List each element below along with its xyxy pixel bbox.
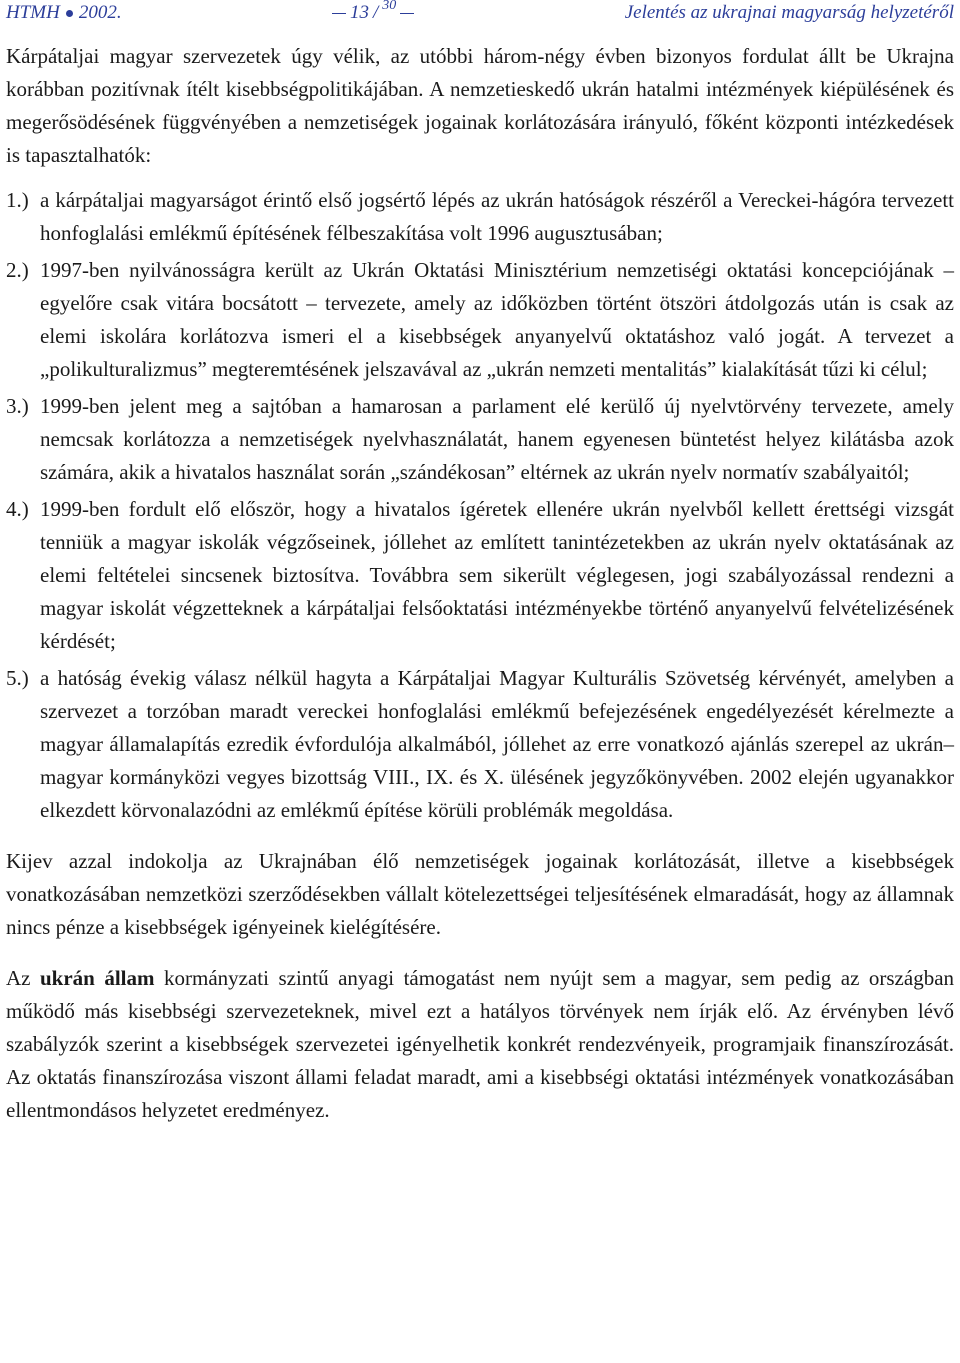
header-source-name: HTMH xyxy=(6,2,60,23)
list-item-text: a kárpátaljai magyarságot érintő első jogsértő lépés az ukrán hatóságok részéről a Vereckei-hágóra tervezett honfoglalási emlékmű építésének félbeszakítása volt 1996 augusztusában; xyxy=(40,188,954,245)
state-paragraph xyxy=(6,962,954,1127)
state-paragraph-lead: Az xyxy=(6,966,31,990)
running-header xyxy=(6,2,954,30)
list-item-text: 1997-ben nyilvánosságra került az Ukrán Oktatási Minisztérium nemzetiségi oktatási koncepciójának – egyelőre csak vitára bocsátott – tervezete, amely az időközben történt ötszöri átdolgozás után is csak az elemi iskolára korlátozva ismeri el a kisebbségek anyanyelvű oktatáshoz való jogát. A tervezet a „polikulturalizmus” megteremtésének jelszavával az „ukrán nemzeti mentalitás” kialakítását tűzi ki célul; xyxy=(40,258,954,381)
list-item-text: 1999-ben fordult elő először, hogy a hivatalos ígéretek ellenére ukrán nyelvből kellett érettségi vizsgát tenniük a magyar iskolák végzőseinek, jóllehet az említett tanintézetekben az ukrán nyelv oktatásának az elemi feltételei sincsenek biztosítva. Továbbra sem sikerült véglegesen, jogi szabályozással rendezni a magyar iskolát végzetteknek a kárpátaljai felsőoktatási intézményekbe történő anyanyelvű felvételizésének kérdését; xyxy=(40,497,954,653)
page-number xyxy=(332,2,414,24)
list-item xyxy=(6,662,954,827)
state-paragraph-rest: kormányzati szintű anyagi támogatást nem nyújt sem a magyar, sem pedig az országban működő más kisebbségi szervezeteknek, mivel ezt a hatályos törvények nem írják elő. Az érvényben lévő szabályzók szerint a kisebbségek szervezetei igényelhetik konkrét rendezvényeik, programjaik finanszírozását. Az oktatás finanszírozása viszont állami feladat maradt, ami a kisebbségi oktatási intézmények vonatkozásában ellentmondásos helyzetet eredményez. xyxy=(6,966,955,1122)
page-number-rule-left xyxy=(332,2,346,14)
header-year: 2002. xyxy=(78,2,122,23)
list-item-number: 5.) xyxy=(6,666,29,690)
bullet-icon xyxy=(66,10,73,17)
page-current: 13 xyxy=(350,2,370,23)
list-item-number: 3.) xyxy=(6,394,29,418)
page-separator: / xyxy=(373,2,379,23)
measures-list xyxy=(6,184,954,827)
list-item-number: 1.) xyxy=(6,188,29,212)
page-total: 30 xyxy=(382,0,397,13)
list-item-number: 2.) xyxy=(6,258,29,282)
header-report-title: Jelentés az ukrajnai magyarság helyzetéről xyxy=(624,2,954,23)
list-item-text: 1999-ben jelent meg a sajtóban a hamarosan a parlament elé kerülő új nyelvtörvény tervezete, amely nemcsak korlátozza a nemzetiségek nyelvhasználatát, hanem egyenesen büntetést helyez kilátásba azok számára, akik a hivatalos használat során „szándékosan” eltérnek az ukrán nyelv normatív szabályaitól; xyxy=(40,394,954,484)
list-item-text: a hatóság évekig válasz nélkül hagyta a Kárpátaljai Magyar Kulturális Szövetség kérvényét, amelyben a szervezet a torzóban maradt vereckei honfoglalási emlékmű befejezésének engedélyezését kérelmezte a magyar államalapítás ezredik évfordulója alkalmából, jóllehet az erre vonatkozó ajánlás szerepel az ukrán–magyar kormányközi vegyes bizottság VIII., IX. és X. ülésének jegyzőkönyvében. 2002 elején ugyanakkor elkezdett körvonalazódni az emlékmű építése körüli problémák megoldása. xyxy=(40,666,954,822)
state-paragraph-emphasis: ukrán állam xyxy=(40,966,155,990)
list-item-number: 4.) xyxy=(6,497,29,521)
list-item xyxy=(6,254,954,386)
kijev-paragraph: Kijev azzal indokolja az Ukrajnában élő nemzetiségek jogainak korlátozását, illetve a kisebbségek vonatkozásában nemzetközi szerződésekben vállalt kötelezettségei teljesítésének elmaradását, hogy az államnak nincs pénze a kisebbségek igényeinek kielégítésére. xyxy=(6,849,954,939)
list-item xyxy=(6,390,954,489)
document-body xyxy=(6,40,954,1127)
list-item xyxy=(6,493,954,658)
page-number-rule-right xyxy=(400,2,414,14)
header-source xyxy=(6,2,122,24)
intro-paragraph: Kárpátaljai magyar szervezetek úgy vélik, az utóbbi három-négy évben bizonyos fordulat állt be Ukrajna korábban pozitívnak ítélt kisebbségpolitikájában. A nemzetieskedő ukrán hatalmi intézmények kiépülésének és megerősödésének függvényében a nemzetiségek jogainak korlátozására irányuló, főként központi intézkedések is tapasztalhatók: xyxy=(6,44,954,167)
list-item xyxy=(6,184,954,250)
